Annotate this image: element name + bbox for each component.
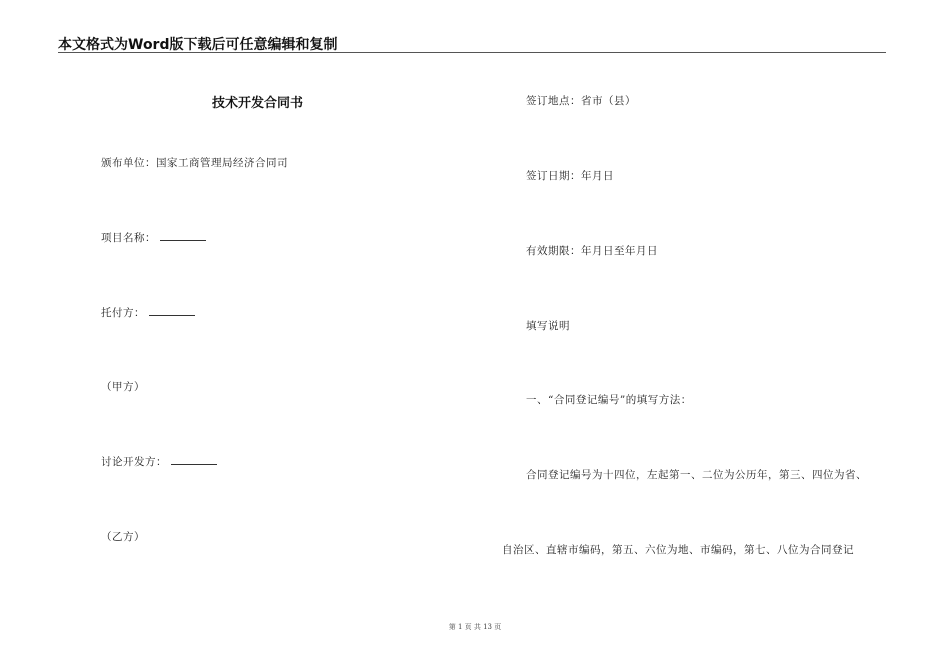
paragraph-line-2: 自治区、直辖市编码，第五、六位为地、市编码，第七、八位为合同登记: [502, 544, 854, 556]
developer-line: [101, 454, 217, 469]
document-title: 技术开发合同书: [212, 96, 304, 111]
validity-line: 有效期限：年月日至年月日: [526, 245, 658, 257]
paragraph-line-1: 合同登记编号为十四位，左起第一、二位为公历年，第三、四位为省、: [526, 469, 867, 481]
party-b-text: （乙方）: [101, 531, 145, 543]
page-number-footer: 第 1 页 共 13 页: [448, 623, 502, 631]
entrusting-party-label: 托付方：: [101, 307, 145, 319]
project-name-line: [101, 230, 206, 245]
developer-label: 讨论开发方：: [101, 456, 167, 468]
section-one-heading: 一、“合同登记编号”的填写方法：: [526, 394, 692, 406]
issuer-text: 颁布单位：国家工商管理局经济合同司: [101, 157, 288, 169]
project-name-label: 项目名称：: [101, 232, 156, 244]
developer-blank: [171, 455, 217, 465]
instructions-heading: 填写说明: [526, 320, 570, 332]
project-name-blank: [160, 231, 206, 241]
header-title: 本文格式为Word版下载后可任意编辑和复制: [58, 37, 338, 53]
header-divider: [58, 52, 886, 53]
party-b-line: [101, 529, 145, 544]
party-a-text: （甲方）: [101, 381, 145, 393]
sign-date-line: 签订日期：年月日: [526, 170, 614, 182]
issuer-line: [101, 155, 288, 170]
entrusting-party-blank: [149, 306, 195, 316]
sign-place-line: 签订地点：省市（县）: [526, 95, 636, 107]
party-a-line: [101, 379, 145, 394]
entrusting-party-line: [101, 305, 195, 320]
